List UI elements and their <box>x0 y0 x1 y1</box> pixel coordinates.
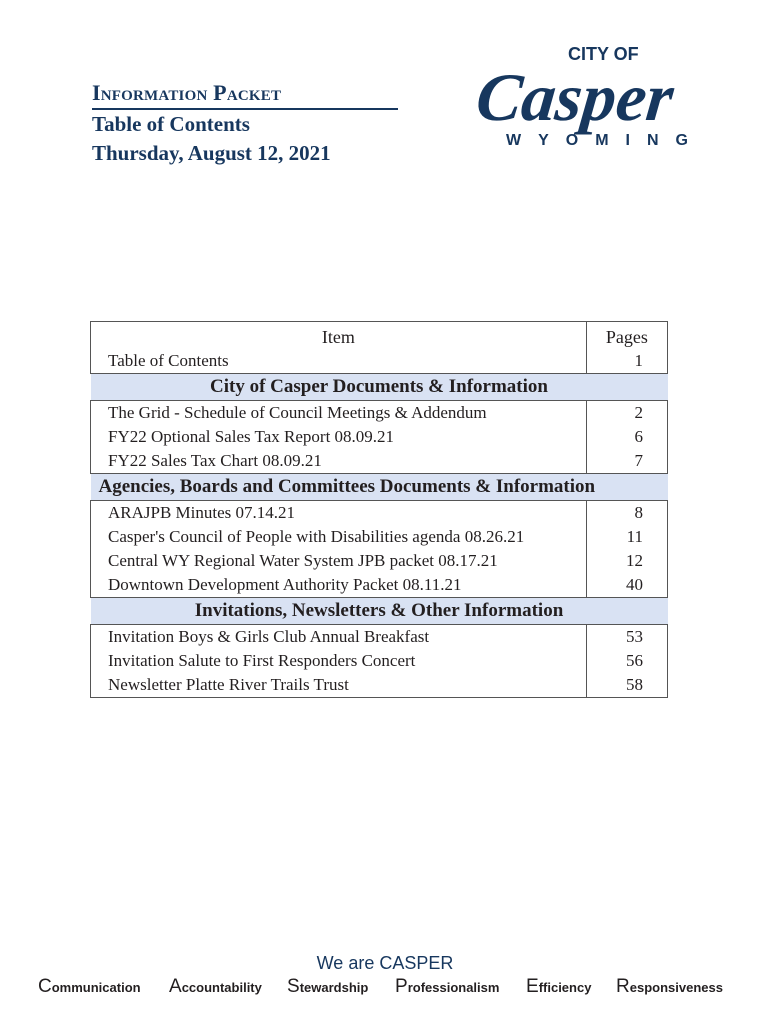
column-header-pages: Pages <box>586 322 667 350</box>
toc-page-number: 7 <box>586 449 667 474</box>
toc-row <box>91 425 668 449</box>
toc-row <box>91 349 668 374</box>
section-title: Agencies, Boards and Committees Documents & Information <box>91 474 668 501</box>
core-value-rest: tewardship <box>299 980 369 995</box>
toc-item-label: Downtown Development Authority Packet 08.11.21 <box>91 573 587 598</box>
toc-page-number: 11 <box>586 525 667 549</box>
toc-page-number: 2 <box>586 401 667 426</box>
toc-page-number: 1 <box>586 349 667 374</box>
toc-section-header <box>91 374 668 401</box>
toc-item-label: ARAJPB Minutes 07.14.21 <box>91 501 587 526</box>
core-value-rest: ommunication <box>51 980 141 995</box>
section-title: Invitations, Newsletters & Other Information <box>91 598 668 625</box>
toc-page-number: 8 <box>586 501 667 526</box>
toc-page-number: 58 <box>586 673 667 698</box>
document-header <box>92 80 412 168</box>
core-value-rest: rofessionalism <box>407 980 500 995</box>
toc-row <box>91 673 668 698</box>
footer-motto: We are CASPER <box>316 953 454 973</box>
toc-row <box>91 501 668 526</box>
core-value <box>526 976 591 998</box>
core-value-initial: R <box>616 976 630 997</box>
core-values <box>38 976 738 1000</box>
core-value <box>395 976 499 998</box>
toc-item-label: Central WY Regional Water System JPB packet 08.17.21 <box>91 549 587 573</box>
toc-section-header <box>91 474 668 501</box>
toc-subtitle: Table of Contents <box>92 112 250 136</box>
toc-item-label: Table of Contents <box>91 349 587 374</box>
core-value-initial: A <box>169 976 182 997</box>
column-header-item: Item <box>91 322 587 350</box>
packet-title: Information Packet <box>92 80 398 110</box>
core-value-initial: S <box>287 976 300 997</box>
toc-item-label: FY22 Optional Sales Tax Report 08.09.21 <box>91 425 587 449</box>
toc-page-number: 12 <box>586 549 667 573</box>
toc-row <box>91 525 668 549</box>
toc-page-number: 53 <box>586 625 667 650</box>
core-value <box>38 976 141 998</box>
logo-wyoming: WYOMING <box>506 132 705 149</box>
toc-page-number: 40 <box>586 573 667 598</box>
city-of-casper-logo <box>472 28 720 158</box>
toc-header-row <box>91 322 668 350</box>
core-value-initial: P <box>395 976 408 997</box>
core-value-rest: esponsiveness <box>629 980 723 995</box>
toc-item-label: Newsletter Platte River Trails Trust <box>91 673 587 698</box>
toc-row <box>91 449 668 474</box>
section-title: City of Casper Documents & Information <box>91 374 668 401</box>
toc-item-label: Casper's Council of People with Disabilities agenda 08.26.21 <box>91 525 587 549</box>
core-value <box>287 976 368 998</box>
packet-date: Thursday, August 12, 2021 <box>92 141 331 165</box>
core-value-rest: ccountability <box>181 980 262 995</box>
toc-row <box>91 549 668 573</box>
core-value <box>616 976 723 998</box>
core-value-rest: fficiency <box>538 980 592 995</box>
table-of-contents <box>90 321 668 698</box>
toc-item-label: Invitation Boys & Girls Club Annual Breakfast <box>91 625 587 650</box>
toc-row <box>91 649 668 673</box>
toc-section-header <box>91 598 668 625</box>
logo-city-of: CITY OF <box>568 44 639 64</box>
toc-item-label: The Grid - Schedule of Council Meetings & Addendum <box>91 401 587 426</box>
toc-item-label: FY22 Sales Tax Chart 08.09.21 <box>91 449 587 474</box>
toc-row <box>91 401 668 426</box>
toc-page-number: 56 <box>586 649 667 673</box>
core-value <box>169 976 262 998</box>
toc-item-label: Invitation Salute to First Responders Concert <box>91 649 587 673</box>
logo-casper-wordmark: Casper <box>472 59 678 135</box>
toc-row <box>91 625 668 650</box>
core-value-initial: C <box>38 976 52 997</box>
toc-page-number: 6 <box>586 425 667 449</box>
core-value-initial: E <box>526 976 539 997</box>
toc-row <box>91 573 668 598</box>
